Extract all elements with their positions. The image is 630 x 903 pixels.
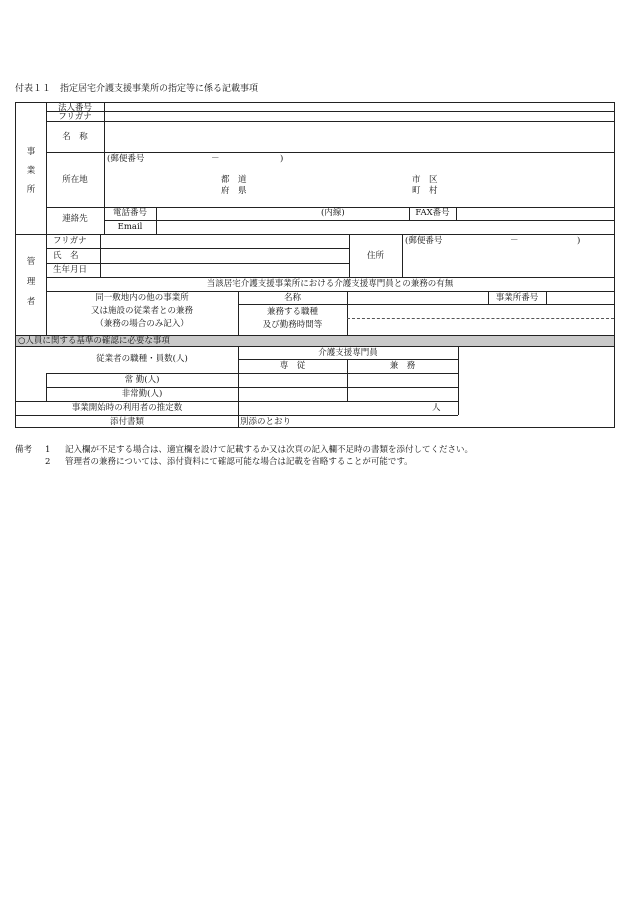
grid-line [16, 415, 458, 416]
label-houjin-bango: 法人番号 [57, 103, 92, 113]
label-jusho: 住所 [366, 251, 384, 261]
label-other-meisho: 名称 [283, 293, 301, 303]
section-label-kanrisha-1: 管 [26, 257, 36, 267]
grid-line [46, 387, 458, 388]
label-kenmu-shokushu-2: 及び勤務時間等 [262, 320, 323, 330]
remark-text-1: 記入欄が不足する場合は、適宜欄を設けて記載するか又は次頁の記入欄不足時の書類を添付してください。 [65, 445, 474, 455]
label-nin-unit: 人 [432, 403, 441, 413]
section-label-jigyosho-3: 所 [26, 185, 36, 195]
grid-line [46, 121, 614, 122]
section-label-kanrisha-2: 理 [26, 277, 36, 287]
label-kanrisha-shimei: 氏 名 [53, 251, 79, 261]
kanrisha-postal-paren-close: ) [577, 236, 581, 246]
label-meisho: 名 称 [62, 132, 88, 142]
remarks [15, 444, 473, 468]
postal-paren-close: ) [280, 154, 284, 164]
grid-line [347, 291, 348, 335]
grid-line [456, 207, 457, 220]
grid-line [100, 234, 101, 277]
label-kenmu-shokushu-1: 兼務する職種 [266, 307, 318, 317]
postal-dash: － [211, 154, 220, 164]
label-kenmu: 兼 務 [389, 361, 416, 371]
dashed-line [347, 318, 614, 319]
label-shikuchoson-top: 市 区 [412, 175, 438, 185]
label-shikuchoson-bottom: 町 村 [412, 186, 438, 196]
label-other-jigyosho-3: （兼務の場合のみ記入） [95, 319, 189, 329]
grid-line [156, 207, 157, 234]
grid-line [238, 359, 458, 360]
grid-line [104, 220, 614, 221]
grid-line [46, 277, 614, 278]
section-label-jigyosho-2: 業 [26, 166, 36, 176]
label-kaigo-shien-senmonin: 介護支援専門員 [318, 348, 378, 358]
label-todofuken-bottom: 府 県 [221, 186, 247, 196]
label-jokin: 常 勤(人) [124, 375, 160, 385]
label-seinengappi: 生年月日 [53, 265, 88, 275]
label-kanrisha-furigana: フリガナ [53, 236, 87, 246]
label-todofuken-top: 都 道 [221, 175, 247, 185]
grid-line [458, 346, 459, 415]
label-betten: 別添のとおり [240, 417, 292, 427]
grid-line [16, 234, 614, 235]
grid-line [46, 111, 614, 112]
label-denwa-bango: 電話番号 [112, 208, 147, 218]
label-riyosha-suiteisu: 事業開始時の利用者の推定数 [71, 403, 183, 413]
grid-line [46, 152, 614, 153]
label-hijokin: 非常勤(人) [121, 389, 163, 399]
label-shozaichi: 所在地 [62, 175, 88, 185]
section-header-jinin: ○人員に関する基準の確認に必要な事項 [18, 336, 170, 346]
grid-line [546, 291, 547, 304]
grid-line [16, 346, 614, 347]
label-furigana: フリガナ [58, 112, 92, 122]
label-other-jigyosho-2: 又は施設の従業者との兼務 [90, 306, 193, 316]
remark-row-2 [15, 456, 473, 468]
grid-line [16, 401, 458, 402]
grid-line [402, 234, 403, 277]
grid-line [46, 248, 349, 249]
grid-line [46, 373, 458, 374]
label-yubin-bango: (郵便番号 [107, 154, 145, 164]
section-label-kanrisha-3: 者 [26, 297, 36, 307]
remark-row-1 [15, 444, 473, 456]
label-email: Email [117, 222, 143, 232]
grid-line [46, 291, 614, 292]
kanrisha-postal-dash: － [510, 236, 519, 246]
label-renrakusaki: 連絡先 [62, 214, 88, 224]
label-other-jigyosho-1: 同一敷地内の他の事業所 [95, 293, 189, 303]
form-title: 付表１１ 指定居宅介護支援事業所の指定等に係る記載事項 [15, 84, 259, 94]
remark-number-1: 1 [45, 445, 51, 455]
section-label-jigyosho-1: 事 [26, 147, 36, 157]
grid-line [46, 263, 349, 264]
remark-number-2: 2 [45, 457, 51, 467]
label-kenmu-umu: 当該居宅介護支援事業所における介護支援専門員との兼務の有無 [206, 279, 454, 289]
label-shokushu-inzu: 従業者の職種・員数(人) [96, 354, 188, 364]
label-naisen: (内線) [321, 208, 345, 218]
label-tenpu-shorui: 添付書類 [109, 417, 144, 427]
application-form-table [15, 102, 615, 428]
grid-line [238, 304, 614, 305]
remark-text-2: 管理者の兼務については、添付資料にて確認可能な場合は記載を省略することが可能です。 [65, 457, 413, 467]
label-senju: 専 従 [279, 361, 306, 371]
label-kanrisha-yubin: (郵便番号 [405, 236, 443, 246]
label-jigyosho-bango: 事業所番号 [495, 293, 539, 303]
remarks-label: 備考 [15, 445, 33, 455]
label-fax-bango: FAX番号 [415, 208, 450, 218]
